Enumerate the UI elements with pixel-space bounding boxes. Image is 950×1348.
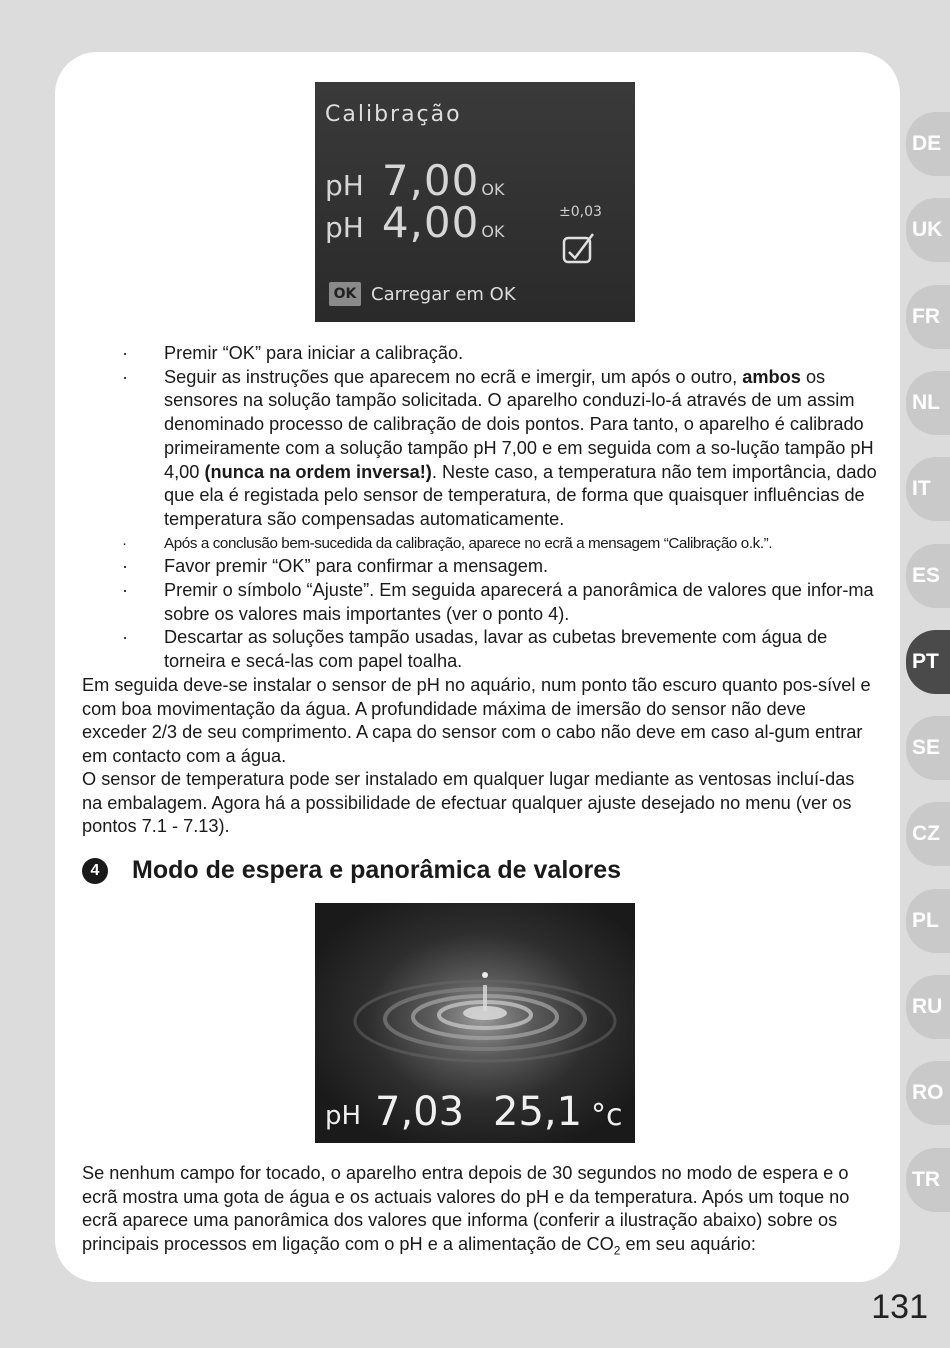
- temperature-unit: °c: [591, 1098, 623, 1133]
- lang-tab-uk[interactable]: UK: [906, 198, 950, 262]
- paragraph-standby: Se nenhum campo for tocado, o aparelho entra depois de 30 segundos no modo de espera e o ecrã mostra uma gota de água e os actuais valores do pH e da temperatura. Após um toque no ecrã aparece uma panorâmica dos valores que informa (conferir a ilustração abaixo) sobre os principais processos em ligação com o pH e a alimentação de $CO_2$ em seu aquário:: [82, 1163, 850, 1258]
- calibration-title: Calibração: [325, 102, 462, 127]
- lang-tab-ru[interactable]: RU: [906, 975, 950, 1039]
- list-item: · Seguir as instruções que aparecem no ecrã e imergir, um após o outro, ambos os sensores na solução tampão solicitada. O aparelho conduzi-lo-á através de um assim denominado processo de calibração de dois pontos. Para tanto, o aparelho é calibrado primeiramente com a solução tampão pH 7,00 e em seguida com a so-lução tampão pH 4,00 (nunca na ordem inversa!). Neste caso, a temperatura não tem importância, dado que ela é registada pelo sensor de temperatura, de forma que quaisquer influências de temperatura são compensadas automaticamente.: [120, 366, 880, 532]
- water-drop-icon: [315, 903, 635, 1143]
- lang-tab-ro[interactable]: RO: [906, 1061, 950, 1125]
- paragraph-installation: Em seguida deve-se instalar o sensor de pH no aquário, num ponto tão escuro quanto pos-sível e com boa movimentação da água. A profundidade máxima de imersão do sensor não deve exceder 2/3 de seu comprimento. A capa do sensor com o cabo não deve em caso al-gum entrar em contacto com a água.: [82, 675, 871, 767]
- check-box-icon: [561, 230, 597, 266]
- lang-tab-it[interactable]: IT: [906, 457, 950, 521]
- lang-tab-pt[interactable]: PT: [906, 630, 950, 694]
- instruction-list: [120, 342, 880, 674]
- section-number: 4: [82, 858, 108, 884]
- tolerance-label: ±0,03: [559, 204, 602, 220]
- ok-label: OK: [481, 222, 505, 241]
- ph-value: 7,03: [375, 1089, 465, 1135]
- ph-value: 4,00: [381, 198, 480, 247]
- standby-screen-image: [315, 903, 635, 1143]
- calibration-screen-image: [315, 82, 635, 322]
- ok-label: OK: [481, 180, 505, 199]
- list-item: · Após a conclusão bem-sucedida da calibração, aparece no ecrã a mensagem “Calibração o.k.”.: [120, 532, 880, 556]
- list-item: · Descartar as soluções tampão usadas, lavar as cubetas brevemente com água de torneira e secá-las com papel toalha.: [120, 626, 880, 673]
- lang-tab-tr[interactable]: TR: [906, 1148, 950, 1212]
- lang-tab-se[interactable]: SE: [906, 716, 950, 780]
- page-number: 131: [871, 1288, 928, 1326]
- list-item: · Premir “OK” para iniciar a calibração.: [120, 342, 880, 366]
- section-title: Modo de espera e panorâmica de valores: [132, 856, 622, 884]
- paragraph-temperature-sensor: O sensor de temperatura pode ser instalado em qualquer lugar mediante as ventosas incluí-das na embalagem. Agora há a possibilidade de efectuar qualquer ajuste desejado no menu (ver os pontos 7.1 - 7.13).: [82, 769, 855, 837]
- lang-tab-pl[interactable]: PL: [906, 889, 950, 953]
- list-item: · Premir o símbolo “Ajuste”. Em seguida aparecerá a panorâmica de valores que infor-ma sobre os valores mais importantes (ver o ponto 4).: [120, 579, 880, 626]
- ph-label: pH: [325, 169, 364, 202]
- lang-tab-cz[interactable]: CZ: [906, 802, 950, 866]
- lang-tab-nl[interactable]: NL: [906, 371, 950, 435]
- ph-label: pH: [325, 211, 364, 244]
- ph-label: pH: [325, 1101, 362, 1131]
- lang-tab-fr[interactable]: FR: [906, 285, 950, 349]
- lang-tab-es[interactable]: ES: [906, 544, 950, 608]
- calibration-row-ph4: [325, 198, 504, 247]
- ok-button: OK: [329, 282, 361, 306]
- lang-tab-de[interactable]: DE: [906, 112, 950, 176]
- section-heading: [82, 856, 621, 885]
- temperature-value: 25,1: [493, 1089, 583, 1135]
- ph-value: 7,00: [381, 156, 480, 205]
- load-text: Carregar em OK: [371, 284, 516, 305]
- list-item: · Favor premir “OK” para confirmar a mensagem.: [120, 555, 880, 579]
